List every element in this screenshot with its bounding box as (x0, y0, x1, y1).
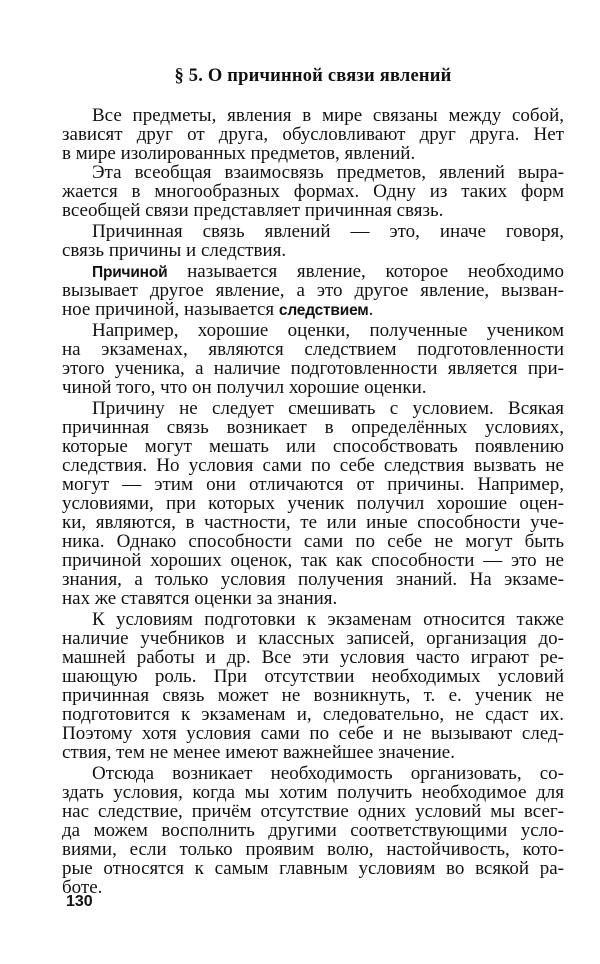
text-line: могут — этим они отличаются от причины. Например, (62, 475, 564, 494)
text-line: которые могут мешать или способствовать появлению (62, 437, 564, 456)
text-line: виями, если только проявим волю, настойчивость, кото- (62, 840, 564, 859)
text-line: чиной того, что он получил хорошие оценки. (62, 378, 427, 397)
paragraph-4 (62, 262, 564, 319)
paragraph-1 (62, 106, 564, 163)
paragraph-7 (62, 610, 564, 762)
text-line: Все предметы, явления в мире связаны между собой, (92, 106, 564, 125)
text-fragment: . (368, 300, 374, 319)
text-line: жается в многообразных формах. Одну из таких форм (62, 182, 564, 201)
text-line: шающую роль. При отсутствии необходимых условий (62, 667, 564, 686)
text-line: Отсюда возникает необходимость организовать, со- (92, 764, 564, 783)
text-line: Например, хорошие оценки, полученные учеником (92, 321, 564, 340)
paragraph-6 (62, 399, 564, 608)
text-line: ки, являются, в частности, те или иные способности уче- (62, 513, 564, 532)
paragraph-3 (62, 222, 564, 260)
text-line: машней работы и др. Все эти условия часто играют ре- (62, 648, 564, 667)
section-heading: § 5. О причинной связи явлений (174, 66, 452, 86)
text-line: Причинная связь явлений — это, иначе говоря, (92, 222, 564, 241)
text-line: связь причины и следствия. (62, 241, 287, 260)
paragraph-5 (62, 321, 564, 397)
text-line: Эта всеобщая взаимосвязь предметов, явлений выра- (92, 163, 564, 182)
text-line: наличие учебников и классных записей, организация до- (62, 629, 564, 648)
book-page (62, 0, 564, 964)
text-line: ствия, тем не менее имеют важнейшее значение. (62, 743, 455, 762)
paragraph-2 (62, 163, 564, 220)
text-line: следствия. Но условия сами по себе следствия вызвать не (62, 456, 564, 475)
text-line: причинная связь возникает в определённых условиях, (62, 418, 564, 437)
text-line: причинная связь может не возникнуть, т. е. ученик не (62, 686, 564, 705)
text-line: да можем восполнить другими соответствующими усло- (62, 821, 564, 840)
term-cause: Причиной (92, 264, 168, 281)
term-effect: следствием (278, 302, 369, 319)
text-line: нас следствие, причём отсутствие одних условий мы всег- (62, 802, 564, 821)
text-line: зависят друг от друга, обусловливают друг друга. Нет (62, 125, 564, 144)
text-line: причиной хороших оценок, так как способности — это не (62, 551, 564, 570)
text-line: нах же ставятся оценки за знания. (62, 589, 338, 608)
text-line: здать условия, когда мы хотим получить необходимое для (62, 783, 564, 802)
text-line: всеобщей связи представляет причинная связь. (62, 201, 444, 220)
text-fragment: ное причиной, называется (62, 300, 279, 319)
text-line: этого ученика, а наличие подготовленности является при- (62, 359, 564, 378)
text-line: Причину не следует смешивать с условием. Всякая (92, 399, 564, 418)
text-line: К условиям подготовки к экзаменам относится также (92, 610, 564, 629)
text-line: в мире изолированных предметов, явлений. (62, 144, 416, 163)
page-number: 130 (66, 893, 93, 910)
text-line: ника. Однако способности сами по себе не могут быть (62, 532, 564, 551)
text-line: Поэтому хотя условия сами по себе и не вызывают след- (62, 724, 564, 743)
body-text (62, 106, 564, 897)
text-line: вызывает другое явление, а это другое явление, вызван- (62, 281, 564, 300)
text-line: рые относятся к самым главным условиям во всякой ра- (62, 859, 564, 878)
text-line: боте. (62, 878, 103, 897)
text-line (62, 262, 564, 281)
text-line: условиями, при которых ученик получил хорошие оцен- (62, 494, 564, 513)
text-line (62, 300, 564, 319)
text-line: на экзаменах, являются следствием подготовленности (62, 340, 564, 359)
text-line: подготовится к экзаменам и, следовательно, не сдаст их. (62, 705, 564, 724)
text-line: знания, а только условия получения знаний. На экзаме- (62, 570, 564, 589)
paragraph-8 (62, 764, 564, 897)
text-fragment: называется явление, которое необходимо (167, 262, 564, 281)
